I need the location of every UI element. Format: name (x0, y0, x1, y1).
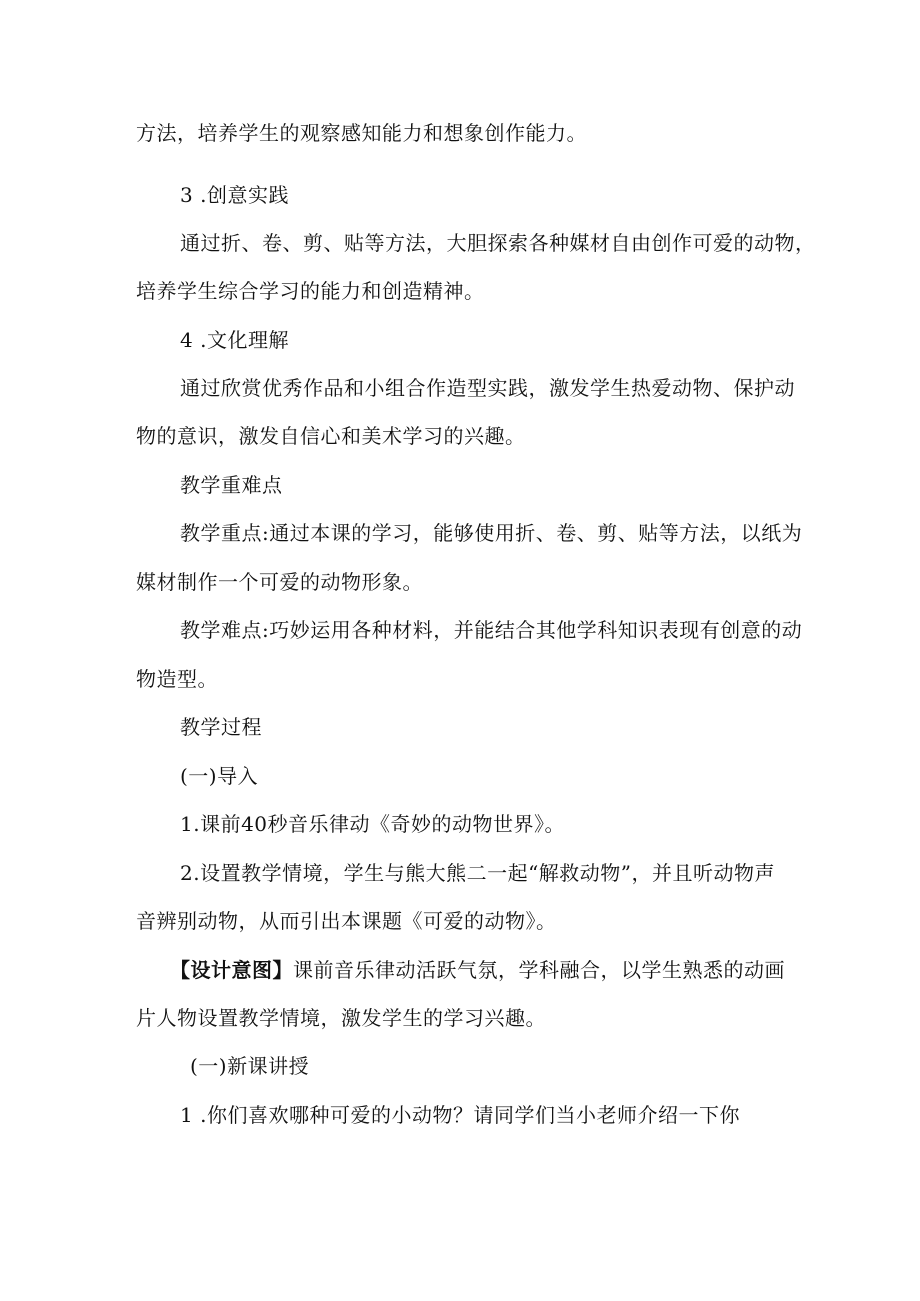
text-line: 培养学生综合学习的能力和创造精神。 (136, 279, 485, 303)
text-line: 物造型。 (136, 667, 218, 691)
text-line: 通过折、卷、剪、贴等方法，大胆探索各种媒材自由创作可爱的动物， (180, 231, 816, 255)
text-line: 教学重点:通过本课的学习，能够使用折、卷、剪、贴等方法，以纸为 (180, 521, 803, 545)
text-line: 音辨别动物，从而引出本课题《可爱的动物》。 (136, 909, 557, 933)
design-intent-label: 【设计意图】 (170, 958, 293, 982)
subsection-heading-new-lesson: (一)新课讲授 (190, 1054, 310, 1078)
design-intent-text: 课前音乐律动活跃气氛，学科融合，以学生熟悉的动画 (293, 958, 785, 982)
section-heading-creative-practice: 3 .创意实践 (180, 183, 289, 207)
section-heading-cultural-understanding: 4 .文化理解 (180, 328, 289, 352)
section-heading-teaching-process: 教学过程 (180, 715, 262, 739)
text-line: 通过欣赏优秀作品和小组合作造型实践，激发学生热爱动物、保护动 (180, 376, 795, 400)
list-item: 1 .你们喜欢哪种可爱的小动物？请同学们当小老师介绍一下你 (180, 1103, 740, 1127)
section-heading-key-points: 教学重难点 (180, 473, 283, 497)
text-line: 媒材制作一个可爱的动物形象。 (136, 570, 423, 594)
text-line: 方法，培养学生的观察感知能力和想象创作能力。 (136, 121, 587, 145)
text-line: 物的意识，激发自信心和美术学习的兴趣。 (136, 424, 526, 448)
list-item: 1.课前40秒音乐律动《奇妙的动物世界》。 (180, 812, 566, 836)
subsection-heading-intro: (一)导入 (180, 764, 259, 788)
text-line: 教学难点:巧妙运用各种材料，并能结合其他学科知识表现有创意的动 (180, 618, 803, 642)
design-intent-line (170, 957, 785, 983)
list-item: 2.设置教学情境，学生与熊大熊二一起“解救动物”，并且听动物声 (180, 861, 776, 885)
text-line: 片人物设置教学情境，激发学生的学习兴趣。 (136, 1006, 546, 1030)
